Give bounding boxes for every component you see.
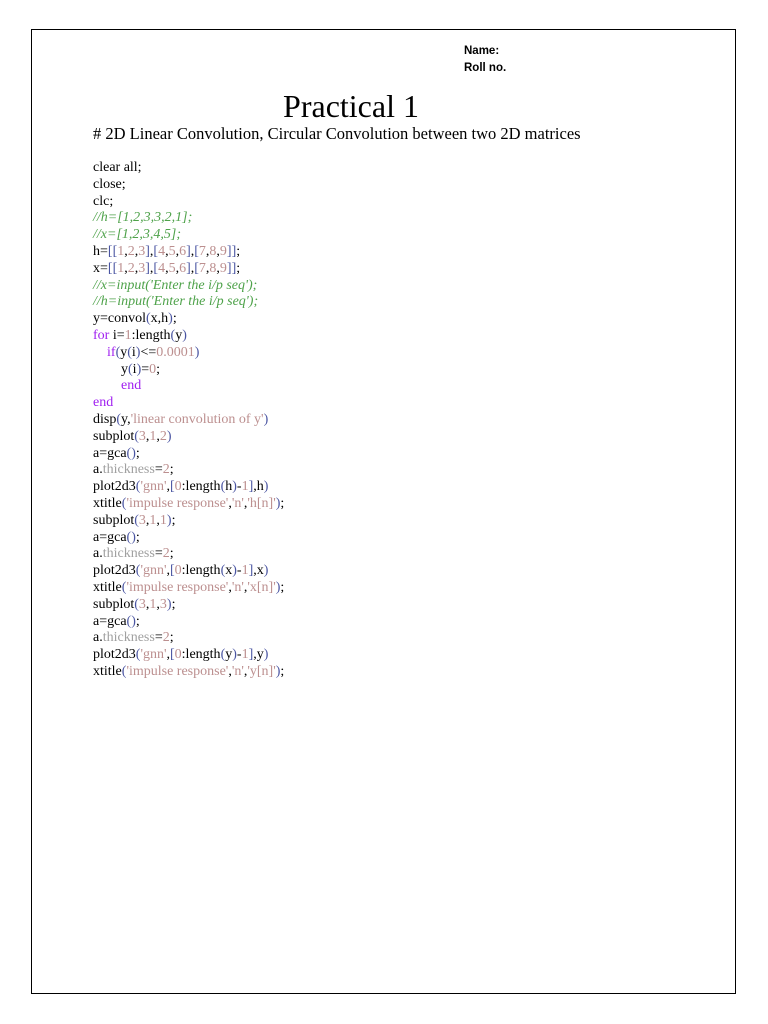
code-token: 5 [168,260,176,276]
code-token: 3 [159,596,167,612]
roll-number-label: Roll no. [464,62,507,74]
code-token: 2 [127,260,135,276]
code-token: , [149,243,154,259]
code-token: - [236,647,242,663]
code-line [93,546,284,563]
code-token: ; [169,462,174,478]
code-token: y, [121,411,131,427]
code-token: if [107,344,116,360]
name-label: Name: [464,45,500,57]
code-token: ] [248,647,254,663]
code-token: , [190,243,195,259]
code-token: = [154,630,163,646]
code-token: [[ [107,260,118,276]
code-token: ) [275,579,281,595]
code-token: 2 [162,630,170,646]
code-token: x,h [150,311,169,327]
code-token: [ [153,260,159,276]
code-token: for [93,327,110,343]
code-token: 'y[n]' [247,663,276,679]
code-token: = [154,462,163,478]
code-token: , [145,596,150,612]
code-token: 0.0001 [156,344,195,360]
code-token: ] [186,243,191,259]
code-token: subplot [93,428,135,444]
code-token: y [175,327,183,343]
code-token: , [165,243,169,259]
code-token: ) [166,512,172,528]
code-token: 'impulse response' [126,495,229,511]
code-token: 'n' [231,663,244,679]
code-token: 1 [159,512,167,528]
code-token: ] [145,260,150,276]
code-token: ( [134,512,139,528]
code-token: //h=[1,2,3,3,2,1]; [93,210,193,226]
code-token: :length [181,563,221,579]
code-token: ,y [253,647,264,663]
code-line [93,462,284,479]
code-token: thickness [102,630,155,646]
code-token: 1 [117,243,125,259]
code-token: ( [115,344,121,360]
code-token: ) [166,428,172,444]
student-info [464,43,506,77]
code-token: 0 [174,647,182,663]
code-line [93,647,284,664]
code-token: , [205,243,210,259]
code-token: :length [131,327,171,343]
code-token: h [225,479,233,495]
code-token: 'gnn' [140,479,167,495]
code-token: xtitle [93,663,122,679]
code-token: , [124,260,128,276]
code-line [93,664,284,681]
code-token: - [236,563,242,579]
code-token: close; [93,176,126,192]
code-line [93,311,284,328]
code-token: , [156,428,160,444]
code-token: 2 [162,546,170,562]
code-token [93,378,121,393]
code-token: ) [275,663,281,679]
code-token: ; [169,630,174,646]
code-token: 5 [168,243,176,259]
code-token: end [121,378,142,394]
code-token: 'gnn' [140,647,167,663]
code-token: 2 [127,243,135,259]
code-token: ; [169,546,174,562]
page-subtitle: # 2D Linear Convolution, Circular Convolution between two 2D matrices [93,124,581,143]
code-token: y=convol [93,311,146,327]
code-token: ( [135,647,141,663]
code-line [93,227,284,244]
code-token: plot2d3 [93,647,136,663]
code-token: [[ [107,243,118,259]
code-token: 9 [219,243,227,259]
code-token: ) [263,647,269,663]
code-line [93,378,284,395]
code-token: , [205,260,210,276]
code-token: //h=input('Enter the i/p seq'); [93,294,259,310]
code-token: = [154,546,163,562]
code-token: [ [194,260,199,276]
code-token: , [166,479,170,495]
code-line [93,597,284,614]
code-token: 1 [117,260,125,276]
code-line [93,630,284,647]
code-token: , [166,563,170,579]
code-token: <= [140,344,157,360]
code-token: 1 [149,596,157,612]
code-token: disp [93,411,117,427]
code-token: , [243,495,248,511]
code-token: = [141,361,150,377]
code-token: 0 [174,479,182,495]
code-token: 7 [198,243,206,259]
code-token: 1 [124,327,132,343]
code-line [93,614,284,631]
code-token: , [124,243,128,259]
code-token: ( [134,428,139,444]
code-token: 3 [138,428,146,444]
code-token: y [120,344,128,360]
code-token: , [243,663,248,679]
code-token: , [228,495,232,511]
code-token: ) [182,327,187,343]
code-token: ; [171,512,176,528]
code-token: ; [135,445,140,461]
code-line [93,362,284,379]
code-token: , [228,579,232,595]
code-token: () [126,613,136,629]
code-token: thickness [102,462,155,478]
code-token: 'h[n]' [247,495,276,511]
code-line [93,580,284,597]
code-token: 1 [149,428,157,444]
code-token: ,h [253,479,264,495]
code-token: , [166,647,170,663]
code-token: ( [220,479,226,495]
code-token: //x=[1,2,3,4,5]; [93,227,181,243]
code-token: :length [181,647,221,663]
code-line [93,278,284,295]
code-token: subplot [93,596,135,612]
code-line [93,244,284,261]
code-token: end [93,395,114,411]
code-token: , [156,512,160,528]
code-token: [ [170,479,175,495]
code-line [93,294,284,311]
code-token: i [131,344,136,360]
code-line [93,563,284,580]
code-token: 'impulse response' [126,663,229,679]
code-line [93,446,284,463]
code-token: 0 [149,361,157,377]
code-token: ( [220,647,226,663]
code-token: subplot [93,512,135,528]
code-line [93,160,284,177]
code-token: ] [145,243,150,259]
code-token: ( [135,479,141,495]
code-token: 'n' [231,579,244,595]
code-line [93,412,284,429]
code-token: [ [194,243,199,259]
code-token: ( [128,361,133,377]
code-token: ) [166,596,172,612]
code-token: 4 [158,260,166,276]
code-token: , [134,260,139,276]
code-token: , [228,663,232,679]
code-token: 0 [174,563,182,579]
code-token: ) [168,311,173,327]
code-token: xtitle [93,579,122,595]
code-token: :length [181,479,221,495]
code-token: plot2d3 [93,563,136,579]
code-token: clear all; [93,160,142,175]
code-token: x [225,563,233,579]
code-token: ] [248,479,254,495]
code-token: () [126,529,136,545]
code-token: i [132,361,137,377]
code-token: 4 [158,243,166,259]
code-token: ( [170,327,176,343]
code-token: 1 [149,512,157,528]
code-token: 3 [138,243,146,259]
code-token: 3 [138,596,146,612]
code-token: ] [248,563,254,579]
code-token: ( [135,563,141,579]
code-token: 3 [138,512,146,528]
code-line [93,210,284,227]
code-token: ( [220,563,226,579]
code-token: ) [194,344,200,360]
code-token: y [225,647,233,663]
code-token: ( [127,344,132,360]
code-token: ; [280,495,285,511]
code-token: 2 [159,428,167,444]
code-token: , [175,260,180,276]
code-token: - [236,479,242,495]
code-token: 'n' [231,495,244,511]
code-token: a=gca [93,445,127,461]
code-token: ; [172,311,177,327]
code-token: 'impulse response' [126,579,229,595]
code-token: ) [263,411,269,427]
code-token: , [175,243,180,259]
code-token: 6 [179,260,187,276]
code-line [93,395,284,412]
code-line [93,429,284,446]
code-token: , [165,260,169,276]
code-token: a. [93,462,103,478]
code-token: , [156,596,160,612]
code-token: ; [135,613,140,629]
code-line [93,194,284,211]
code-token: ) [136,361,142,377]
code-token: xtitle [93,495,122,511]
code-token: ; [280,663,285,679]
code-line [93,513,284,530]
code-token: () [126,445,136,461]
code-token: h= [93,243,108,259]
code-block [93,160,284,681]
code-token: 1 [241,479,249,495]
code-token [93,345,107,360]
page-title: Practical 1 [283,88,419,124]
code-token: ) [135,344,141,360]
code-token: 'x[n]' [247,579,276,595]
code-token: , [134,243,139,259]
code-token: [ [170,647,175,663]
code-token: [ [170,563,175,579]
code-line [93,496,284,513]
code-token: 9 [219,260,227,276]
code-line [93,479,284,496]
code-token: , [145,512,150,528]
code-token: 6 [179,243,187,259]
code-token: ; [236,260,241,276]
code-token: a. [93,546,103,562]
code-token: ] [186,260,191,276]
code-token: 8 [209,260,217,276]
code-token: 7 [198,260,206,276]
code-token: ) [263,479,269,495]
code-token: thickness [102,546,155,562]
code-token: , [243,579,248,595]
code-token: a. [93,630,103,646]
code-token: y [93,361,128,377]
code-line [93,261,284,278]
code-token: i= [109,327,125,343]
code-token: ( [134,596,139,612]
code-token: a=gca [93,613,127,629]
code-token: ( [146,311,151,327]
code-token: //x=input('Enter the i/p seq'); [93,277,258,293]
code-token: 8 [209,243,217,259]
code-line [93,328,284,345]
code-token: , [216,260,220,276]
code-token: a=gca [93,529,127,545]
code-token: 2 [162,462,170,478]
code-token: 1 [241,563,249,579]
code-token: ,x [253,563,264,579]
code-line [93,345,284,362]
code-token: ) [232,479,237,495]
code-token: [ [153,243,159,259]
code-token: ( [116,411,122,427]
code-token: 3 [138,260,146,276]
code-token: , [216,243,220,259]
code-token: ) [263,563,269,579]
code-token: ( [121,579,127,595]
code-token: , [190,260,195,276]
code-token: , [149,260,154,276]
code-line [93,530,284,547]
code-token: ; [156,361,161,377]
code-token: ( [121,663,127,679]
code-token: ]] [226,260,237,276]
code-token: ) [275,495,281,511]
code-token: ) [232,647,237,663]
code-token: ]] [226,243,237,259]
code-line [93,177,284,194]
code-token: ( [121,495,127,511]
code-token: ; [135,529,140,545]
code-token: 'linear convolution of y' [130,411,264,427]
code-token: 1 [241,647,249,663]
code-token: ; [171,596,176,612]
code-token: x= [93,260,108,276]
code-token: 'gnn' [140,563,167,579]
code-token: plot2d3 [93,479,136,495]
code-token: clc; [93,193,114,209]
code-token: ) [232,563,237,579]
code-token: ; [280,579,285,595]
code-token: ; [236,243,241,259]
code-token: , [145,428,150,444]
